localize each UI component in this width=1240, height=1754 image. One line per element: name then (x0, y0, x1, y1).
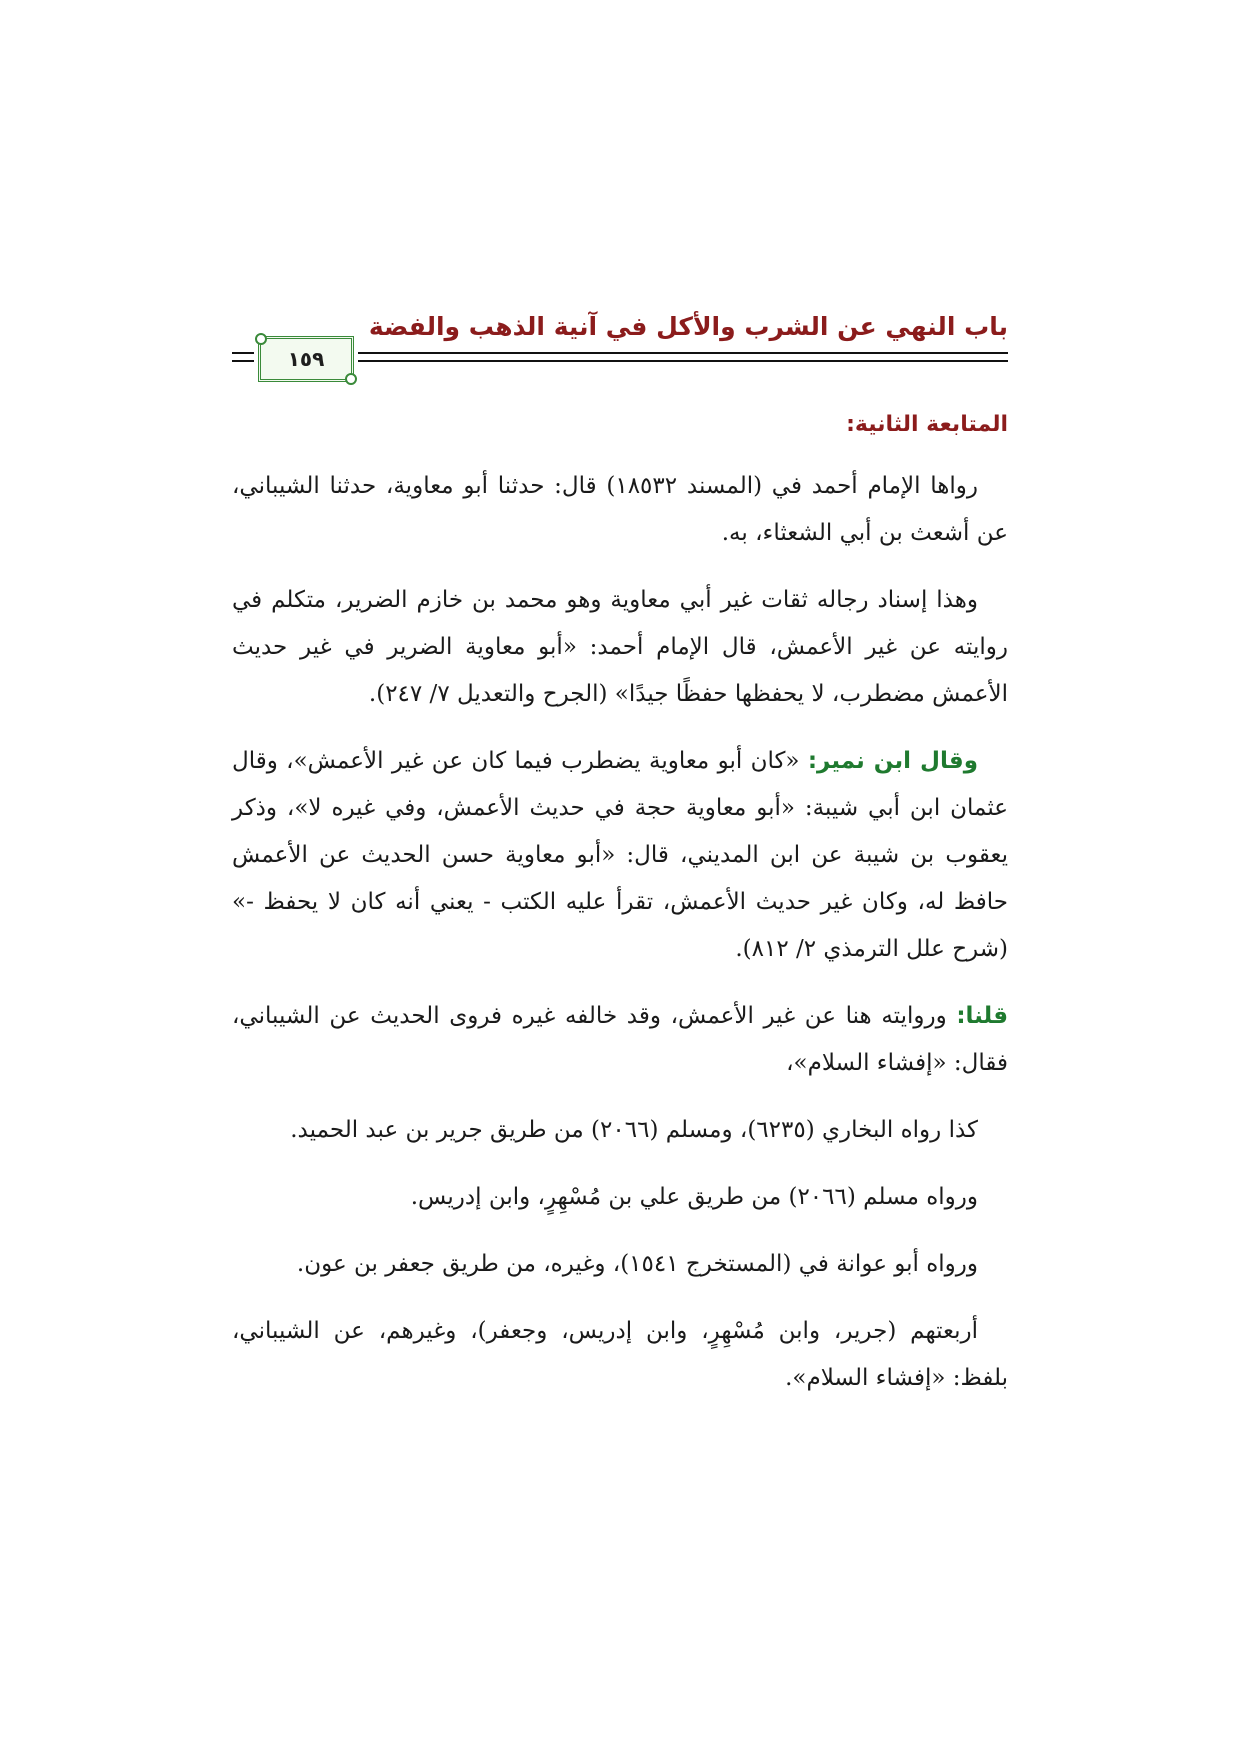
header-rule-left-bottom (232, 360, 254, 362)
header-rule-right-bottom (358, 360, 1008, 362)
header-rule-left-top (232, 352, 254, 354)
paragraph-2: وهذا إسناد رجاله ثقات غير أبي معاوية وهو محمد بن خازم الضرير، متكلم في روايته عن غير الأعمش، قال الإمام أحمد: «أبو معاوية الضرير في غير حديث الأعمش مضطرب، لا يحفظها حفظًا جيدًا» (الجرح والتعديل ٧/ ٢٤٧). (232, 587, 1008, 707)
paragraph-6: ورواه مسلم (٢٠٦٦) من طريق علي بن مُسْهِرٍ، وابن إدريس. (410, 1184, 978, 1210)
chapter-title: باب النهي عن الشرب والأكل في آنية الذهب والفضة (368, 312, 1008, 341)
paragraph-lead: قلنا: (956, 1003, 1008, 1029)
page-content (232, 405, 1008, 1422)
paragraph-8: أربعتهم (جرير، وابن مُسْهِرٍ، وابن إدريس، وجعفر)، وغيرهم، عن الشيباني، بلفظ: «إفشاء السلام». (232, 1318, 1008, 1391)
paragraph-5: كذا رواه البخاري (٦٢٣٥)، ومسلم (٢٠٦٦) من طريق جرير بن عبد الحميد. (290, 1117, 978, 1143)
paragraph-4: قلنا: وروايته هنا عن غير الأعمش، وقد خالفه غيره فروى الحديث عن الشيباني، فقال: «إفشاء السلام»، (232, 1003, 1008, 1076)
header-rule-right-top (358, 352, 1008, 354)
page-number-badge (258, 336, 354, 382)
paragraph-1: رواها الإمام أحمد في (المسند ١٨٥٣٢) قال: حدثنا أبو معاوية، حدثنا الشيباني، عن أشعث بن أبي الشعثاء، به. (232, 473, 1008, 546)
paragraph-lead: وقال ابن نمير: (807, 748, 978, 774)
paragraph-7: ورواه أبو عوانة في (المستخرج ١٥٤١)، وغيره، من طريق جعفر بن عون. (296, 1251, 978, 1277)
section-heading: المتابعة الثانية: (846, 412, 1008, 437)
paragraph-3: وقال ابن نمير: «كان أبو معاوية يضطرب فيما كان عن غير الأعمش»، وقال عثمان ابن أبي شيبة: «أبو معاوية حجة في حديث الأعمش، وفي غيره لا»، وذكر يعقوب بن شيبة عن ابن المديني، قال: «أبو معاوية حسن الحديث عن الأعمش حافظ له، وكان غير حديث الأعمش، تقرأ عليه الكتب - يعني أنه كان لا يحفظ -» (شرح علل الترمذي ٢/ ٨١٢). (232, 748, 1008, 962)
page-number: ١٥٩ (287, 347, 325, 371)
